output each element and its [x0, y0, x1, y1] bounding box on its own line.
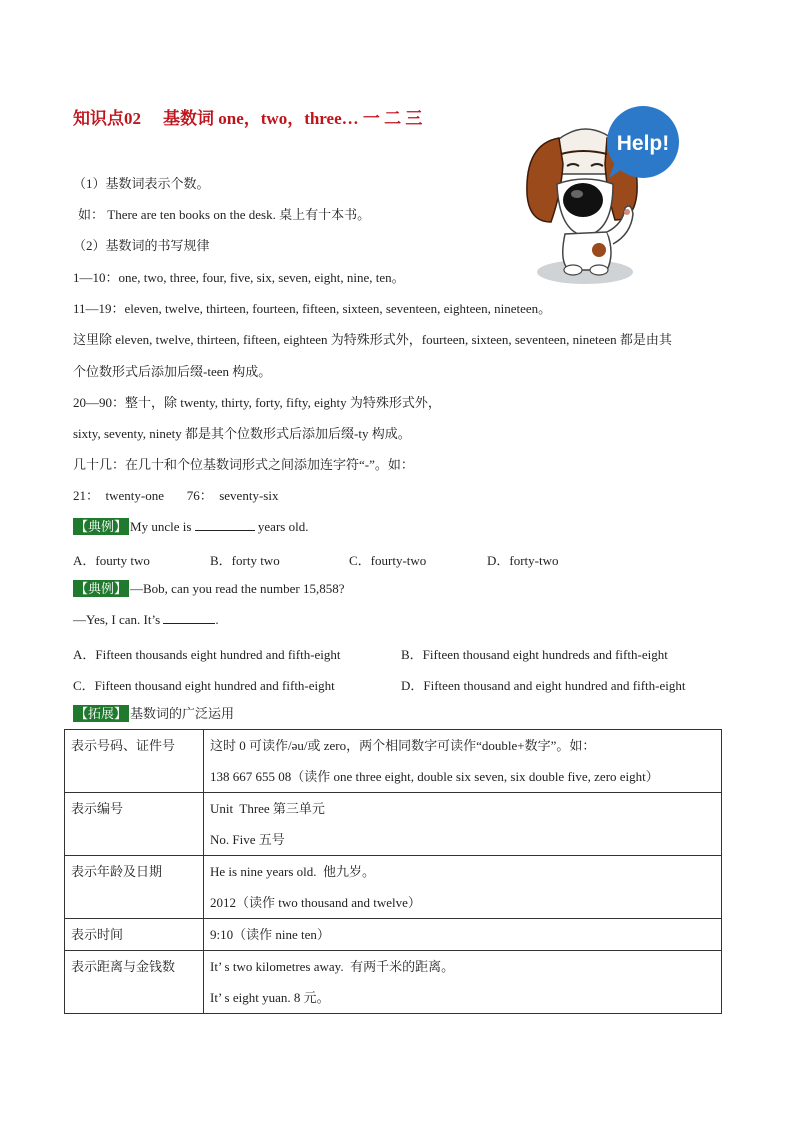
example2-option-d[interactable]: D．Fifteen thousand and eight hundred and fifth-eight: [401, 678, 686, 693]
line-8: 20—90：整十，除 twenty, thirty, forty, fifty, eighty 为特殊形式外，: [73, 395, 441, 410]
table-row: [65, 856, 722, 919]
table-value: He is nine years old. 他九岁。 2012（读作 two thousand and twelve）: [204, 856, 722, 919]
table-value: Unit Three 第三单元 No. Five 五号: [204, 793, 722, 856]
section-topic: 基数词 one，two，three… 一 二 三: [163, 109, 423, 128]
example1-blank[interactable]: [195, 519, 255, 531]
line-7: 个位数形式后添加后缀-teen 构成。: [73, 364, 272, 379]
help-bubble-text: Help!: [616, 132, 670, 155]
example1-question: [73, 518, 308, 535]
table-key: 表示时间: [65, 919, 204, 951]
example2-q1: —Bob, can you read the number 15,858?: [130, 581, 345, 596]
dog-help-illustration: [515, 104, 685, 294]
section-title: [73, 104, 422, 129]
example1-q-after: years old.: [257, 519, 309, 534]
table-key: 表示编号: [65, 793, 204, 856]
table-key: 表示年龄及日期: [65, 856, 204, 919]
example1-option-b[interactable]: B．forty two: [210, 553, 280, 568]
line-3: （2）基数词的书写规律: [73, 238, 210, 253]
example1-tag: 【典例】: [75, 519, 128, 534]
line-10: 几十几：在几十和个位基数词形式之间添加连字符“-”。如：: [73, 457, 414, 472]
table-row: [65, 793, 722, 856]
example2-q2-after: .: [215, 612, 219, 627]
example1-q-before: My uncle is: [130, 519, 192, 534]
example2-question-1: [73, 580, 344, 597]
table-row: [65, 951, 722, 1014]
table-key: 表示距离与金钱数: [65, 951, 204, 1014]
line-9: sixty, seventy, ninety 都是其个位数形式后添加后缀-ty 构成。: [73, 426, 411, 441]
extension-table: [64, 729, 722, 1014]
table-key: 表示号码、证件号: [65, 730, 204, 793]
extension-tag: 【拓展】: [75, 706, 128, 721]
line-5: 11—19：eleven, twelve, thirteen, fourteen, fifteen, sixteen, seventeen, eighteen, nineteen。: [73, 301, 552, 316]
line-11: 21： twenty-one 76： seventy-six: [73, 488, 279, 503]
line-4: 1—10：one, two, three, four, five, six, seven, eight, nine, ten。: [73, 270, 405, 285]
example2-question-2: [73, 612, 219, 628]
table-value: 9:10（读作 nine ten）: [204, 919, 722, 951]
example2-option-a[interactable]: A．Fifteen thousands eight hundred and fifth-eight: [73, 647, 341, 662]
example1-option-a[interactable]: A．fourty two: [73, 553, 150, 568]
example1-option-c[interactable]: C．fourty-two: [349, 553, 427, 568]
line-2: 如： There are ten books on the desk. 桌上有十本书。: [78, 207, 371, 222]
section-label: 知识点02: [73, 109, 141, 128]
example2-tag: 【典例】: [75, 581, 128, 596]
table-value: 这时 0 可读作/əu/或 zero，两个相同数字可读作“double+数字”。如： 138 667 655 08（读作 one three eight, double six seven, six double five, zero eight）: [204, 730, 722, 793]
line-6: 这里除 eleven, twelve, thirteen, fifteen, eighteen 为特殊形式外，fourteen, sixteen, seventeen, nineteen 都是由其: [73, 332, 672, 347]
line-1: （1）基数词表示个数。: [73, 176, 210, 191]
extension-heading: [73, 705, 234, 722]
extension-heading-text: 基数词的广泛运用: [130, 706, 235, 721]
example1-option-d[interactable]: D．forty-two: [487, 553, 559, 568]
table-row: [65, 919, 722, 951]
example2-option-c[interactable]: C．Fifteen thousand eight hundred and fifth-eight: [73, 678, 335, 693]
example2-option-b[interactable]: B．Fifteen thousand eight hundreds and fifth-eight: [401, 647, 668, 662]
table-value: It’ s two kilometres away. 有两千米的距离。 It’ s eight yuan. 8 元。: [204, 951, 722, 1014]
example2-blank[interactable]: [163, 612, 215, 624]
table-row: [65, 730, 722, 793]
example2-q2-before: —Yes, I can. It’s: [73, 612, 161, 627]
